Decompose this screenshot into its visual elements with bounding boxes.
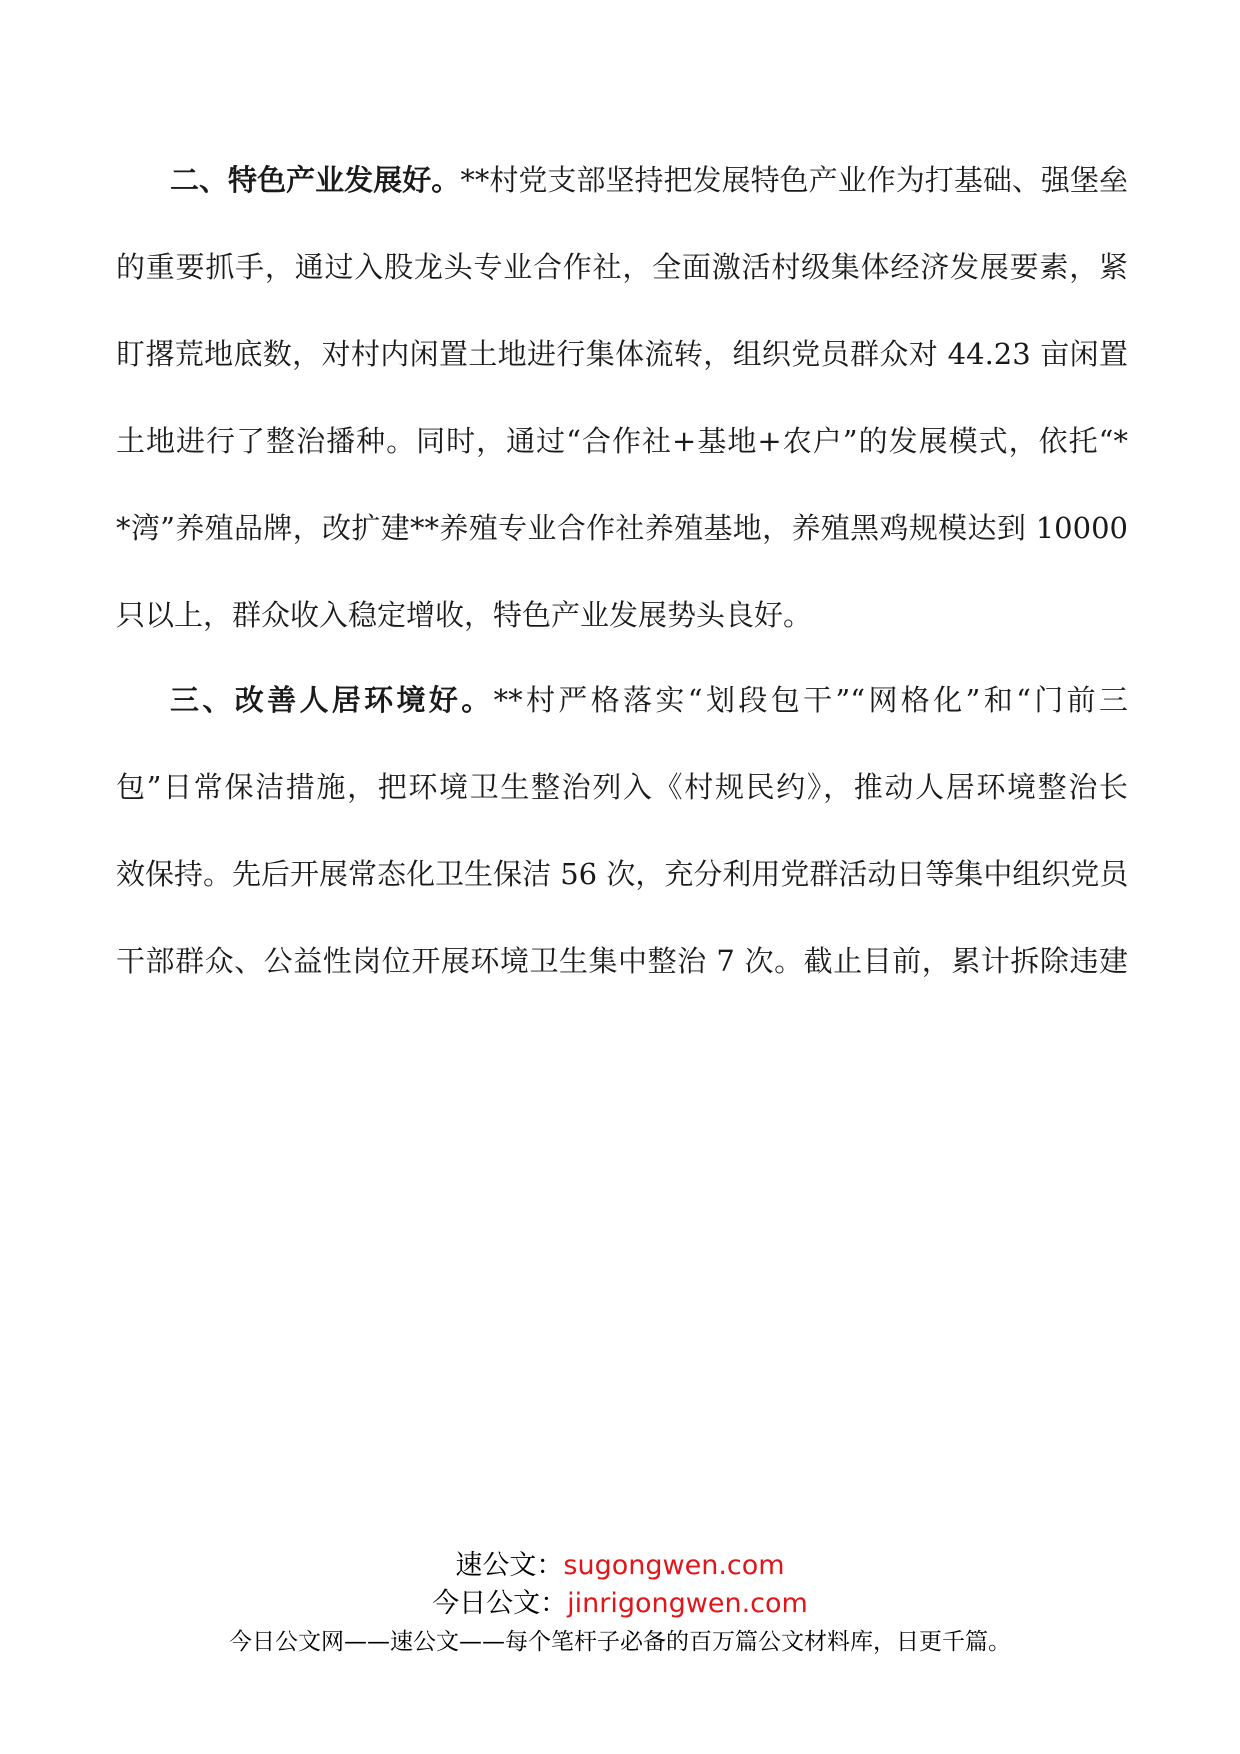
para2-line-6: 只以上，群众收入稳定增收，特色产业发展势头良好。 <box>116 598 813 632</box>
footer-label-2: 今日公文： <box>432 1588 568 1619</box>
footer-slogan: 今日公文网——速公文——每个笔杆子必备的百万篇公文材料库，日更千篇。 <box>229 1629 1011 1655</box>
para2-line-4: 土地进行了整治播种。同时，通过“合作社+基地+农户”的发展模式，依托“* <box>116 424 1128 458</box>
footer-label-1: 速公文： <box>455 1550 564 1581</box>
footer-link-sugongwen[interactable]: sugongwen.com <box>563 1550 785 1581</box>
footer-line-1 <box>0 1548 1240 1584</box>
para2-text-1: **村党支部坚持把发展特色产业作为打基础、强堡垒 <box>460 163 1128 197</box>
para3-line-1 <box>170 670 1128 730</box>
para2-heading: 二、特色产业发展好。 <box>170 163 461 197</box>
para3-line-4: 干部群众、公益性岗位开展环境卫生集中整治 7 次。截止目前，累计拆除违建 <box>116 944 1128 978</box>
footer-line-2 <box>0 1586 1240 1622</box>
para2-line-1 <box>170 150 1128 210</box>
para2-line-3: 盯撂荒地底数，对村内闲置土地进行集体流转，组织党员群众对 44.23 亩闲置 <box>116 337 1128 371</box>
para3-heading: 三、改善人居环境好。 <box>170 683 494 717</box>
para3-line-3: 效保持。先后开展常态化卫生保洁 56 次，充分利用党群活动日等集中组织党员 <box>116 857 1129 891</box>
para2-line-2: 的重要抓手，通过入股龙头专业合作社，全面激活村级集体经济发展要素，紧 <box>116 250 1128 284</box>
para3-line-2: 包”日常保洁措施，把环境卫生整治列入《村规民约》，推动人居环境整治长 <box>116 770 1128 804</box>
para3-text-1: **村严格落实“划段包干”“网格化”和“门前三 <box>493 683 1128 717</box>
para2-line-5: *湾”养殖品牌，改扩建**养殖专业合作社养殖基地，养殖黑鸡规模达到 10000 <box>116 511 1128 545</box>
footer-link-jinrigongwen[interactable]: jinrigongwen.com <box>567 1588 808 1619</box>
